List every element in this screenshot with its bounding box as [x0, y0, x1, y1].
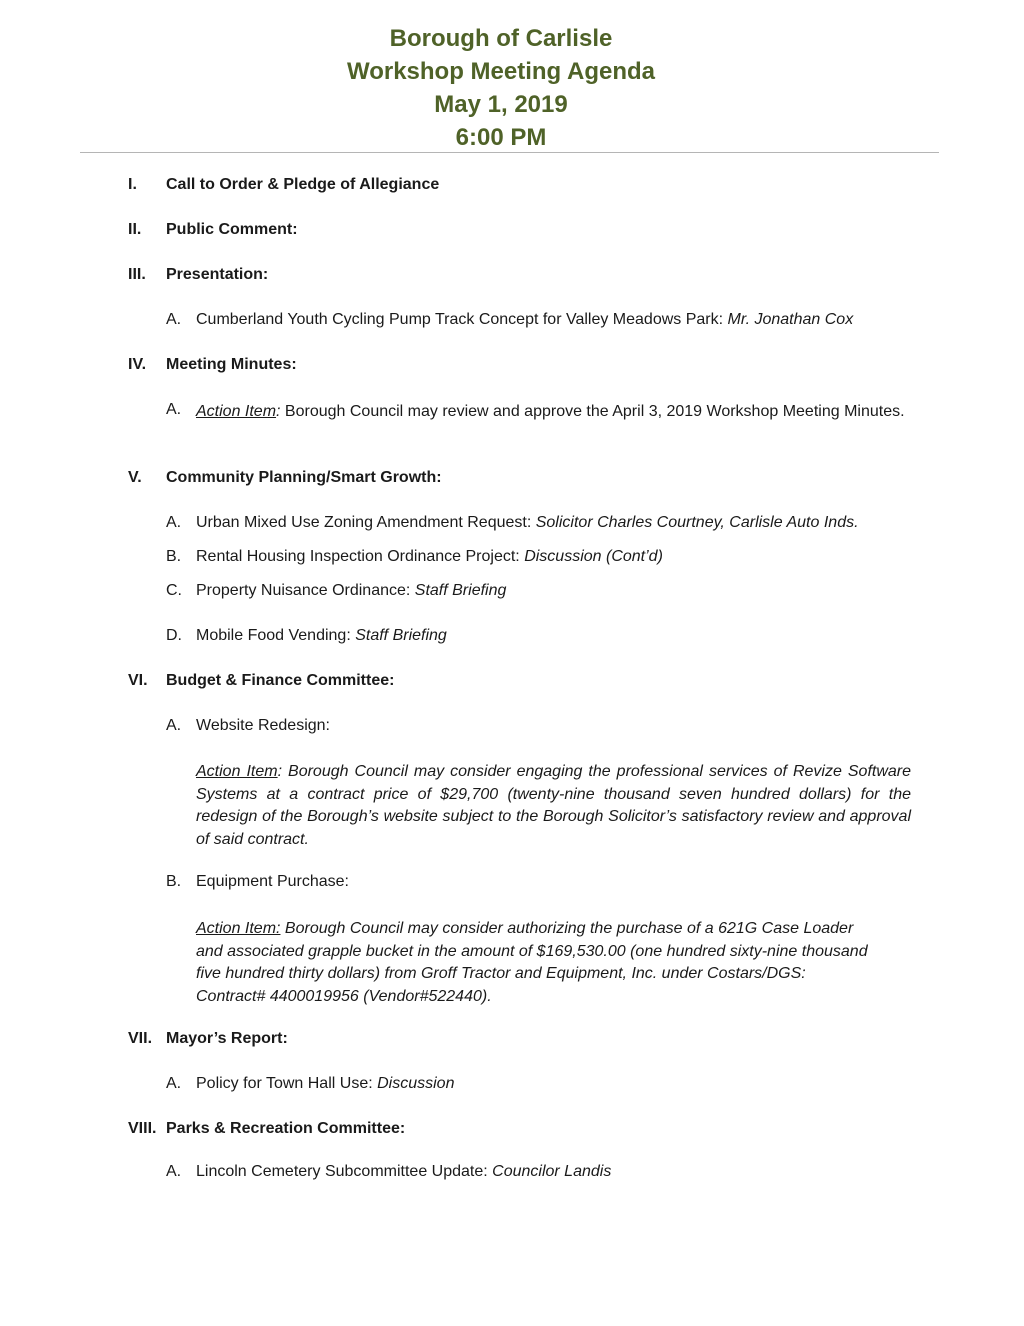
item-5a-letter: A. — [166, 514, 182, 531]
item-5b — [196, 548, 663, 566]
item-7a-text: Policy for Town Hall Use: — [196, 1075, 378, 1092]
item-3a-text: Cumberland Youth Cycling Pump Track Concept for Valley Meadows Park: — [196, 311, 728, 328]
section-6-number: VI. — [128, 672, 148, 689]
item-6a-letter: A. — [166, 717, 182, 734]
meeting-time: 6:00 PM — [455, 124, 547, 151]
item-5d-text: Mobile Food Vending: — [196, 627, 356, 644]
item-6b-action-label: Action Item: — [196, 920, 281, 937]
item-5a — [196, 514, 859, 532]
section-4-title: Meeting Minutes: — [166, 356, 297, 373]
item-6b-letter: B. — [166, 873, 182, 890]
item-4a-letter: A. — [166, 401, 182, 418]
section-2-number: II. — [128, 221, 142, 238]
item-5c-note: Staff Briefing — [414, 582, 507, 599]
item-6b-action-line-1: Action Item: Borough Council may consider authorizing the purchase of a 621G Case Loader — [196, 920, 854, 937]
agenda-header — [0, 22, 1002, 154]
item-6b-text: Equipment Purchase: — [196, 873, 349, 890]
item-4a — [196, 401, 911, 424]
item-6a-action — [196, 761, 911, 851]
item-7a-letter: A. — [166, 1075, 182, 1092]
item-4a-text: Borough Council may review and approve the April 3, 2019 Workshop Meeting Minutes. — [280, 403, 905, 420]
item-7a-note: Discussion — [377, 1075, 455, 1092]
item-8a-text: Lincoln Cemetery Subcommittee Update: — [196, 1163, 493, 1180]
item-5c — [196, 582, 506, 600]
item-6a-action-label: Action Item — [196, 763, 278, 780]
item-6b-action-line-3: five hundred thirty dollars) from Groff Tractor and Equipment, Inc. under Costars/DGS: — [196, 965, 806, 982]
item-5b-note: Discussion (Cont’d) — [524, 548, 663, 565]
item-3a — [196, 311, 853, 329]
item-6a-action-text: : Borough Council may consider engaging the professional services of Revize Software Systems at a contract price of $29,700 (twenty-nine thousand seven hundred dollars) for the redesign of the Borough’s website subject to the Borough Solicitor’s satisfactory review and approval of said contract. — [196, 763, 912, 848]
borough-name: Borough of Carlisle — [389, 25, 613, 52]
item-4a-colon: : — [276, 403, 281, 420]
item-5d — [196, 627, 447, 645]
section-5-number: V. — [128, 469, 142, 486]
item-6b-action-line-4: Contract# 4400019956 (Vendor#522440). — [196, 987, 492, 1005]
item-5a-text: Urban Mixed Use Zoning Amendment Request: — [196, 514, 536, 531]
item-8a-letter: A. — [166, 1163, 182, 1180]
meeting-title: Workshop Meeting Agenda — [346, 58, 655, 85]
section-5-title: Community Planning/Smart Growth: — [166, 469, 442, 486]
item-5d-note: Staff Briefing — [355, 627, 447, 644]
item-8a-note: Councilor Landis — [492, 1163, 612, 1180]
header-divider — [80, 152, 939, 153]
section-8-number: VIII. — [128, 1120, 157, 1137]
item-6b-action-line-2: and associated grapple bucket in the amount of $169,530.00 (one hundred sixty-nine thousand — [196, 942, 868, 960]
item-6b-action — [196, 918, 868, 1008]
item-3a-letter: A. — [166, 311, 182, 328]
section-2-title: Public Comment: — [166, 221, 298, 238]
item-5d-letter: D. — [166, 627, 182, 644]
section-8-title: Parks & Recreation Committee: — [166, 1120, 406, 1137]
item-5c-letter: C. — [166, 582, 182, 599]
item-4a-action-label: Action Item — [196, 403, 277, 420]
section-1-title: Call to Order & Pledge of Allegiance — [166, 176, 440, 193]
item-5b-text: Rental Housing Inspection Ordinance Project: — [196, 548, 525, 565]
section-1-number: I. — [128, 176, 137, 193]
item-8a — [196, 1163, 611, 1181]
item-3a-presenter: Mr. Jonathan Cox — [727, 311, 854, 328]
section-7-number: VII. — [128, 1030, 153, 1047]
item-5a-note: Solicitor Charles Courtney, Carlisle Auto Inds. — [535, 514, 859, 531]
item-7a — [196, 1075, 454, 1093]
item-5c-text: Property Nuisance Ordinance: — [196, 582, 415, 599]
section-6-title: Budget & Finance Committee: — [166, 672, 395, 689]
section-7-title: Mayor’s Report: — [166, 1030, 288, 1047]
section-3-number: III. — [128, 266, 146, 283]
item-6a-text: Website Redesign: — [196, 717, 330, 734]
meeting-date: May 1, 2019 — [434, 91, 568, 118]
section-4-number: IV. — [128, 356, 147, 373]
section-3-title: Presentation: — [166, 266, 269, 283]
item-5b-letter: B. — [166, 548, 182, 565]
